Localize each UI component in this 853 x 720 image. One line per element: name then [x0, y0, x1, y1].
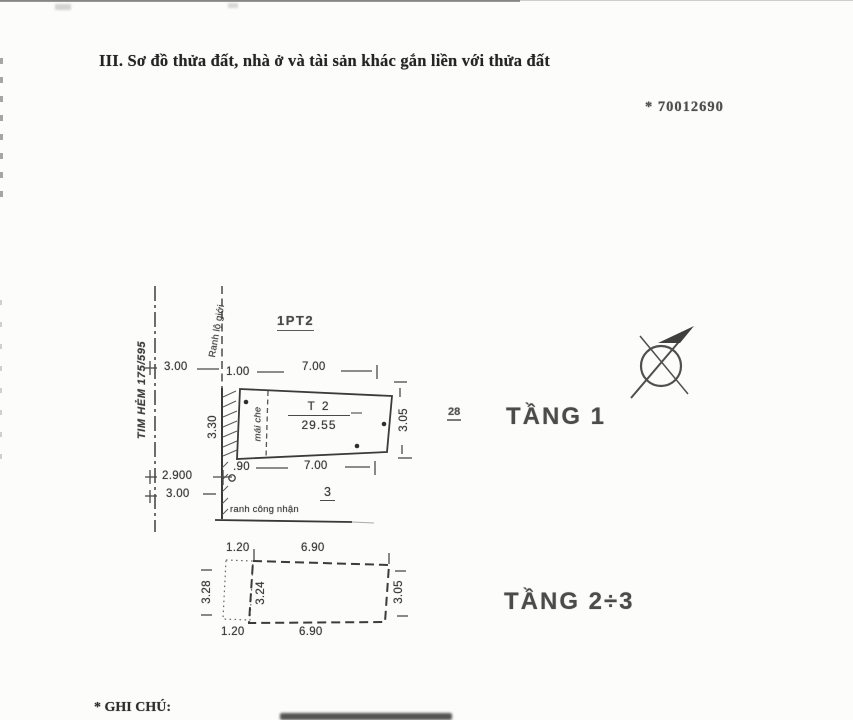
plot-number: 3	[320, 485, 335, 501]
f23-dim-left-inner: 3.24	[255, 581, 267, 605]
house-area-fraction	[288, 399, 350, 432]
dim-alley-b: 3.00	[166, 488, 190, 500]
dim-bottom-width: 7.00	[304, 460, 328, 472]
dim-alley-a: 2.900	[162, 470, 193, 482]
canopy-label: mái che	[252, 406, 264, 442]
floor23-outline	[223, 560, 389, 623]
floor23-title: TẦNG 2÷3	[504, 588, 635, 615]
alley-centerline-label: TIM HẺM 175/595	[136, 340, 148, 440]
f23-dim-bottom-left: 1.20	[221, 626, 245, 638]
recognized-boundary-line	[215, 520, 352, 522]
recognized-boundary-label: ranh công nhận	[230, 504, 299, 515]
dim-setback: 3.00	[164, 361, 188, 373]
dim-canopy-width: .90	[233, 461, 250, 473]
adjacent-plot-number: 28	[447, 406, 461, 421]
document-number: * 70012690	[645, 99, 724, 115]
f23-dim-left-outer: 3.28	[201, 580, 213, 604]
dim-top-width: 7.00	[302, 361, 326, 373]
floor1-title: TẦNG 1	[506, 403, 607, 430]
f23-dim-top-width: 6.90	[301, 542, 325, 554]
note-heading: * GHI CHÚ:	[94, 700, 171, 715]
f23-dim-bottom-width: 6.90	[299, 626, 323, 638]
house-area: 29.55	[301, 418, 337, 432]
section-title: III. Sơ đồ thửa đất, nhà ở và tài sản khác gắn liền với thửa đất	[99, 51, 551, 70]
house-code: T 2	[288, 399, 350, 416]
road-boundary-label: Ranh lộ giới	[206, 303, 228, 359]
f23-dim-top-left: 1.20	[226, 542, 250, 554]
north-arrow-icon	[631, 326, 694, 398]
zone-code-label: 1PT2	[277, 313, 314, 331]
dimension-ticks-floor23	[201, 549, 408, 616]
dim-right-depth: 3.05	[398, 408, 410, 432]
dim-front: 1.00	[226, 366, 250, 378]
wall-hatching	[222, 391, 237, 515]
f23-dim-right: 3.05	[393, 580, 405, 604]
dim-left-depth: 3.30	[207, 415, 219, 439]
